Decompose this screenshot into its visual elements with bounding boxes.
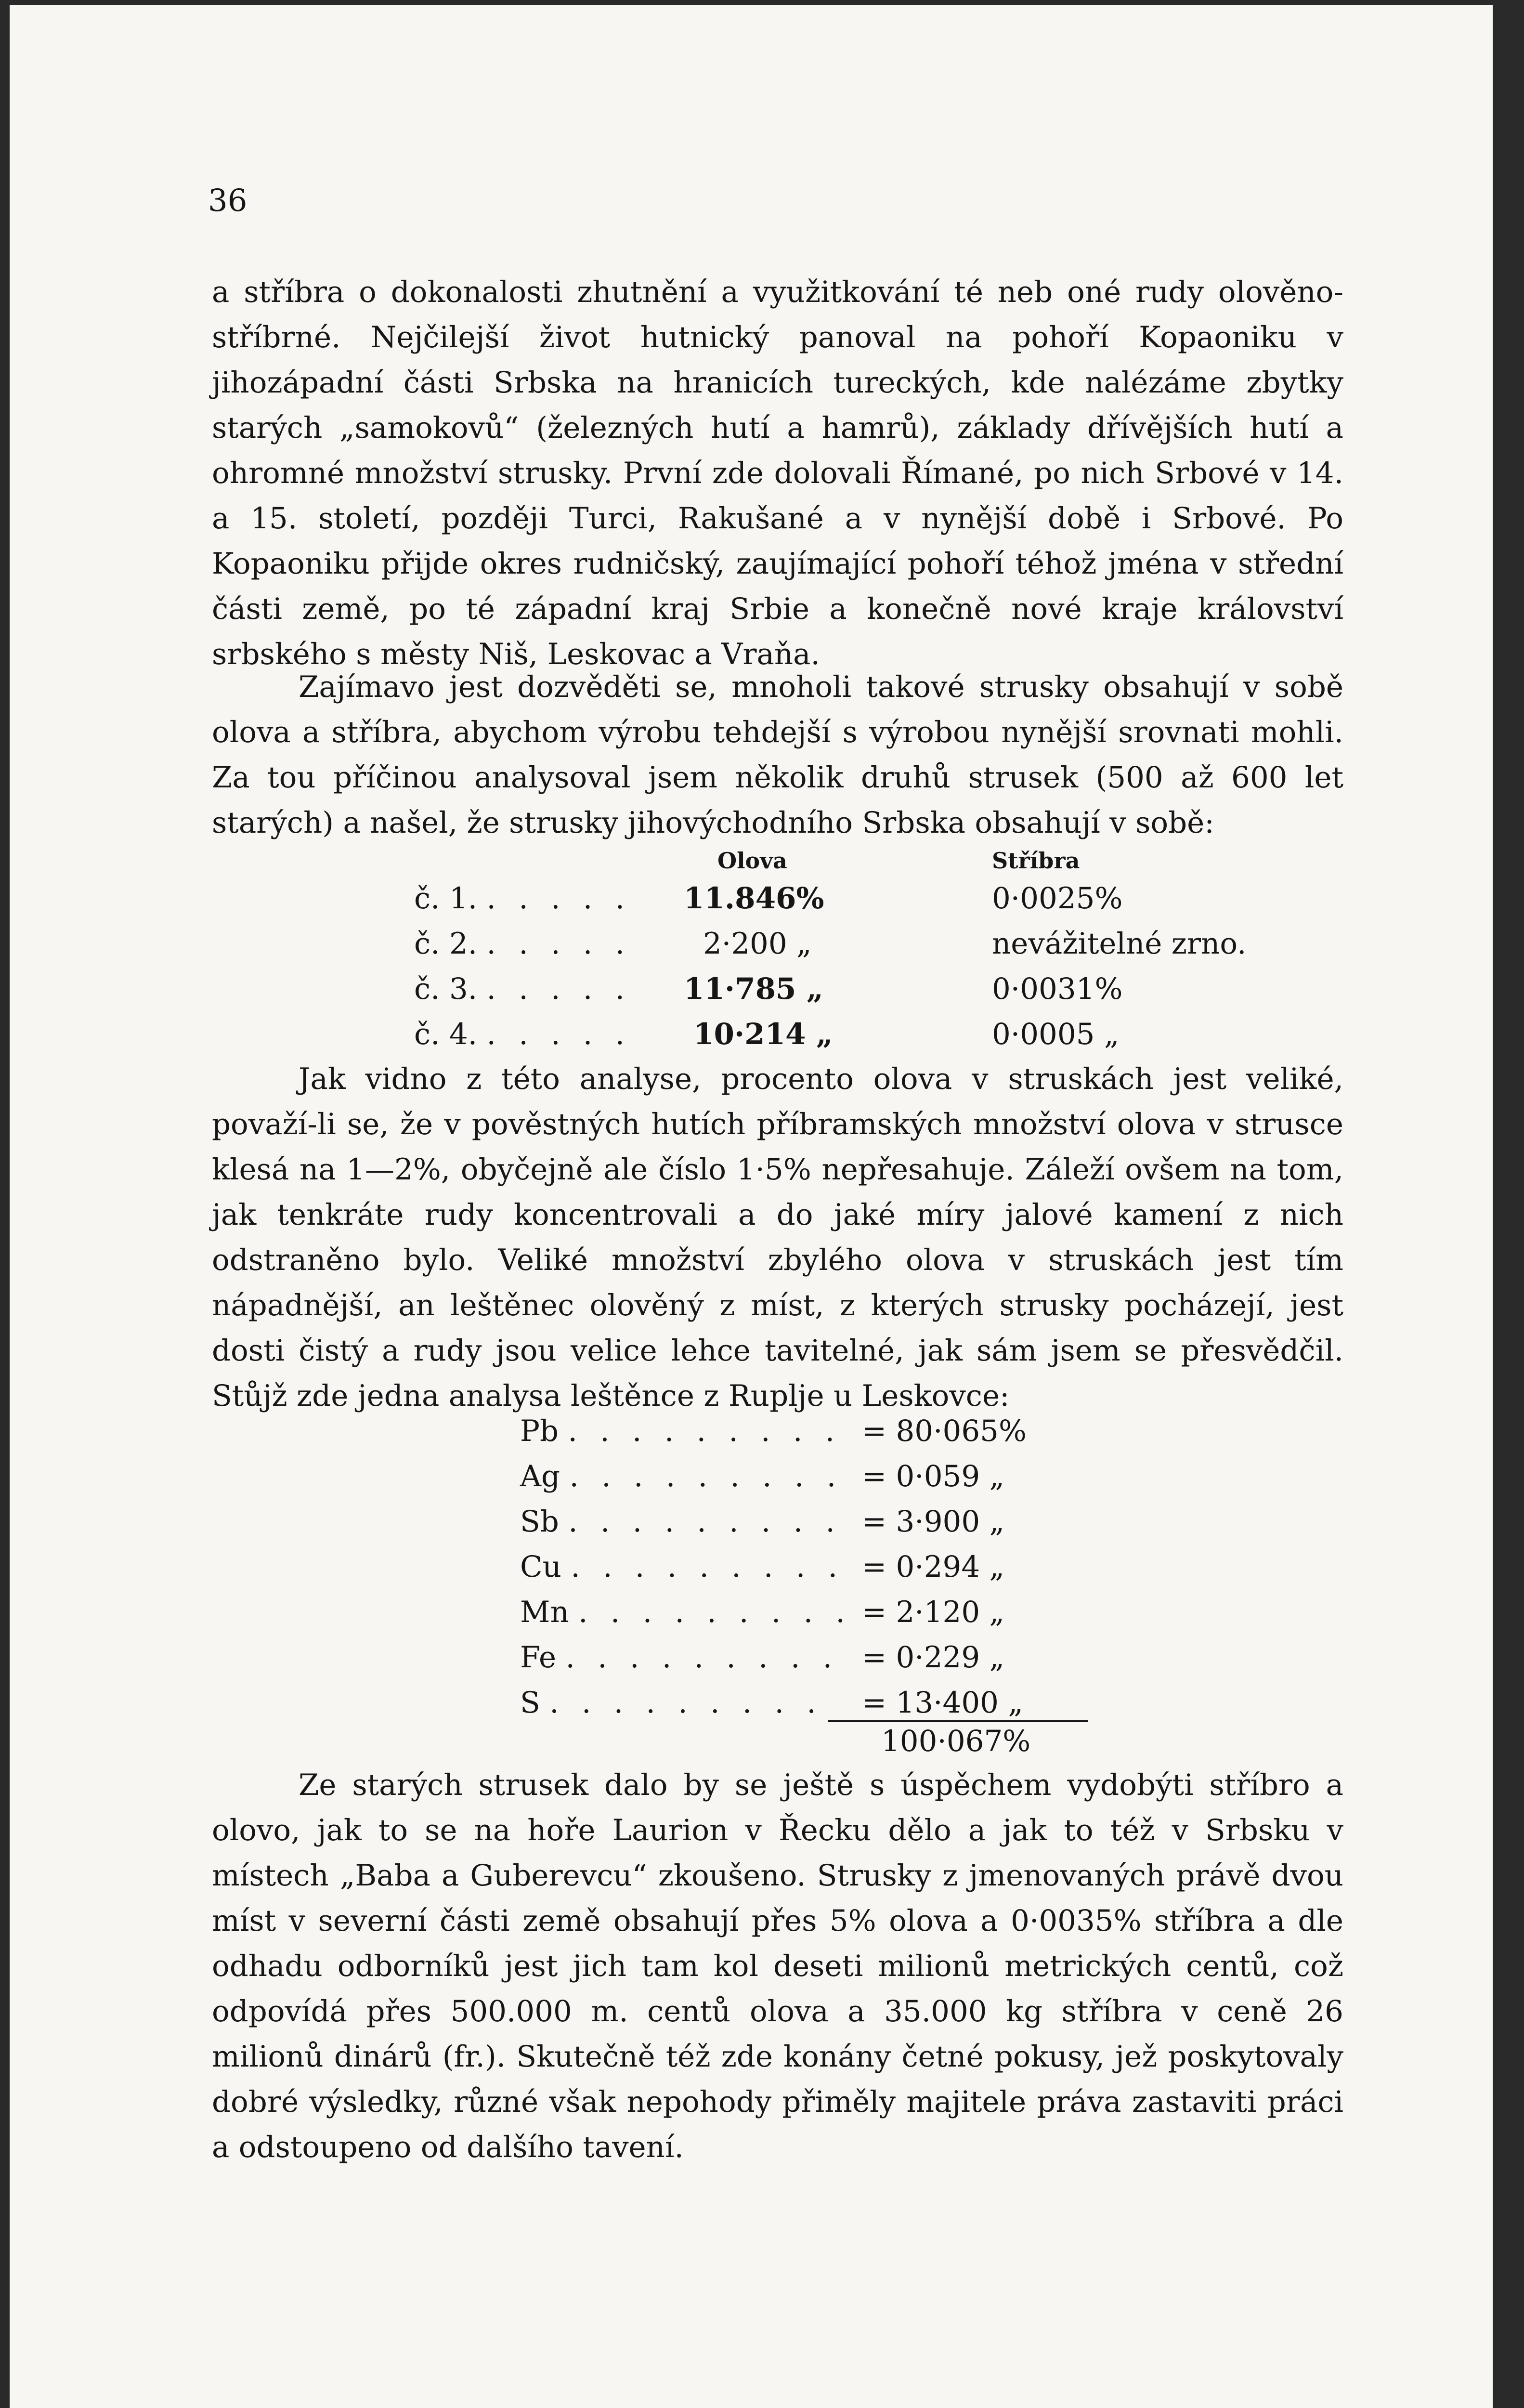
row-dots: . . . . . . . . .	[578, 1595, 852, 1629]
analysis-row	[520, 1505, 842, 1539]
paragraph-3-text: Jak vidno z této analyse, procento olova v struskách jest veliké, považí-li se, že v pověstných hutích příbramských množství olova v strusce klesá na 1—2%, obyčejně ale číslo 1·5% nepřesahuje. Záleží ovšem na tom, jak tenkráte rudy koncentrovali a do jaké míry jalové kamení z nich odstraněno bylo. Veliké množství zbylého olova v struskách jest tím nápadnější, an leštěnec olověný z míst, z kterých strusky pocházejí, jest dosti čistý a rudy jsou velice lehce tavitelné, jak sám jsem se přesvědčil. Stůjž zde jedna analysa leštěnce z Ruplje u Leskovce:	[212, 1062, 1343, 1413]
row-silver-value: 0·0005 „	[992, 1017, 1120, 1051]
row-silver-value: 0·0025%	[992, 881, 1123, 916]
row-dots: . . . . . . . . .	[565, 1640, 839, 1675]
element-symbol: Fe	[520, 1640, 557, 1675]
analysis-value: = 13·400 „	[862, 1686, 1023, 1720]
analysis-row	[520, 1550, 844, 1584]
row-lead-value: 11·785 „	[684, 972, 823, 1006]
paragraph-3	[212, 1057, 1343, 1419]
analysis-row	[520, 1595, 852, 1629]
analysis-value: = 2·120 „	[862, 1595, 1005, 1629]
row-dots: . . . . .	[486, 972, 632, 1006]
analysis-row	[520, 1686, 823, 1720]
row-lead-value: 2·200 „	[703, 927, 812, 961]
row-label: č. 1.	[414, 881, 478, 916]
analysis-row	[520, 1459, 843, 1493]
element-symbol: Pb	[520, 1414, 559, 1448]
table-row	[414, 1017, 631, 1051]
analysis-value: = 0·294 „	[862, 1550, 1005, 1584]
element-symbol: Cu	[520, 1550, 561, 1584]
sum-rule	[828, 1720, 1088, 1722]
row-dots: . . . . . . . . .	[571, 1550, 844, 1584]
paragraph-2	[212, 665, 1343, 846]
element-symbol: Mn	[520, 1595, 569, 1629]
analysis-value: = 3·900 „	[862, 1505, 1005, 1539]
table-row	[414, 972, 631, 1006]
paragraph-4-text: Ze starých strusek dalo by se ještě s úspěchem vydobýti stříbro a olovo, jak to se na hoře Laurion v Řecku dělo a jak to též v Srbsku v místech „Baba a Guberevcu“ zkoušeno. Strusky z jmenovaných právě dvou míst v severní části země obsahují přes 5% olova a 0·0035% stříbra a dle odhadu odborníků jest jich tam kol deseti milionů metrických centů, což odpovídá přes 500.000 m. centů olova a 35.000 kg stříbra v ceně 26 milionů dinárů (fr.). Skutečně též zde konány četné pokusy, jež poskytovaly dobré výsledky, různé však nepohody přiměly majitele práva zastaviti práci a odstoupeno od dalšího tavení.	[212, 1768, 1343, 2164]
element-symbol: S	[520, 1686, 540, 1720]
element-symbol: Ag	[520, 1459, 560, 1493]
row-label: č. 2.	[414, 927, 478, 961]
page-number: 36	[208, 183, 247, 219]
row-dots: . . . . . . . . .	[549, 1686, 823, 1720]
row-label: č. 3.	[414, 972, 478, 1006]
analysis-total: 100·067%	[881, 1724, 1031, 1758]
header-silver: Stříbra	[992, 848, 1080, 874]
paragraph-1	[212, 270, 1343, 677]
row-label: č. 4.	[414, 1017, 478, 1051]
header-lead: Olova	[717, 848, 787, 874]
row-lead-value: 10·214 „	[693, 1017, 833, 1051]
row-dots: . . . . . . . . .	[568, 1505, 842, 1539]
row-lead-value: 11.846%	[684, 881, 824, 916]
row-silver-value: 0·0031%	[992, 972, 1123, 1006]
analysis-row	[520, 1640, 839, 1675]
element-symbol: Sb	[520, 1505, 559, 1539]
row-dots: . . . . . . . . .	[568, 1414, 842, 1448]
table-row	[414, 881, 631, 916]
row-dots: . . . . . . . . .	[569, 1459, 843, 1493]
paragraph-2-text: Zajímavo jest dozvěděti se, mnoholi takové strusky obsahují v sobě olova a stříbra, abychom výrobu tehdejší s výrobou nynější srovnati mohli. Za tou příčinou analysoval jsem několik druhů strusek (500 až 600 let starých) a našel, že strusky jihovýchodního Srbska obsahují v sobě:	[212, 670, 1343, 840]
paragraph-1-text: a stříbra o dokonalosti zhutnění a využitkování té neb oné rudy olověno-stříbrné. Nejčilejší život hutnický panoval na pohoří Kopaoniku v jihozápadní části Srbska na hranicích tureckých, kde nalézáme zbytky starých „samokovů“ (železných hutí a hamrů), základy dřívějších hutí a ohromné množství strusky. První zde dolovali Římané, po nich Srbové v 14. a 15. století, později Turci, Rakušané a v nynější době i Srbové. Po Kopaoniku přijde okres rudničský, zaujímající pohoří téhož jména v střední části země, po té západní kraj Srbie a konečně nové kraje království srbského s městy Niš, Leskovac a Vraňa.	[212, 275, 1343, 671]
row-dots: . . . . .	[486, 1017, 632, 1051]
paragraph-4	[212, 1763, 1343, 2170]
analysis-row	[520, 1414, 841, 1448]
analysis-value: = 80·065%	[862, 1414, 1027, 1448]
row-silver-value: nevážitelné zrno.	[992, 927, 1247, 961]
table-row	[414, 927, 631, 961]
row-dots: . . . . .	[486, 927, 632, 961]
analysis-value: = 0·229 „	[862, 1640, 1005, 1675]
row-dots: . . . . .	[486, 881, 632, 916]
analysis-value: = 0·059 „	[862, 1459, 1005, 1493]
